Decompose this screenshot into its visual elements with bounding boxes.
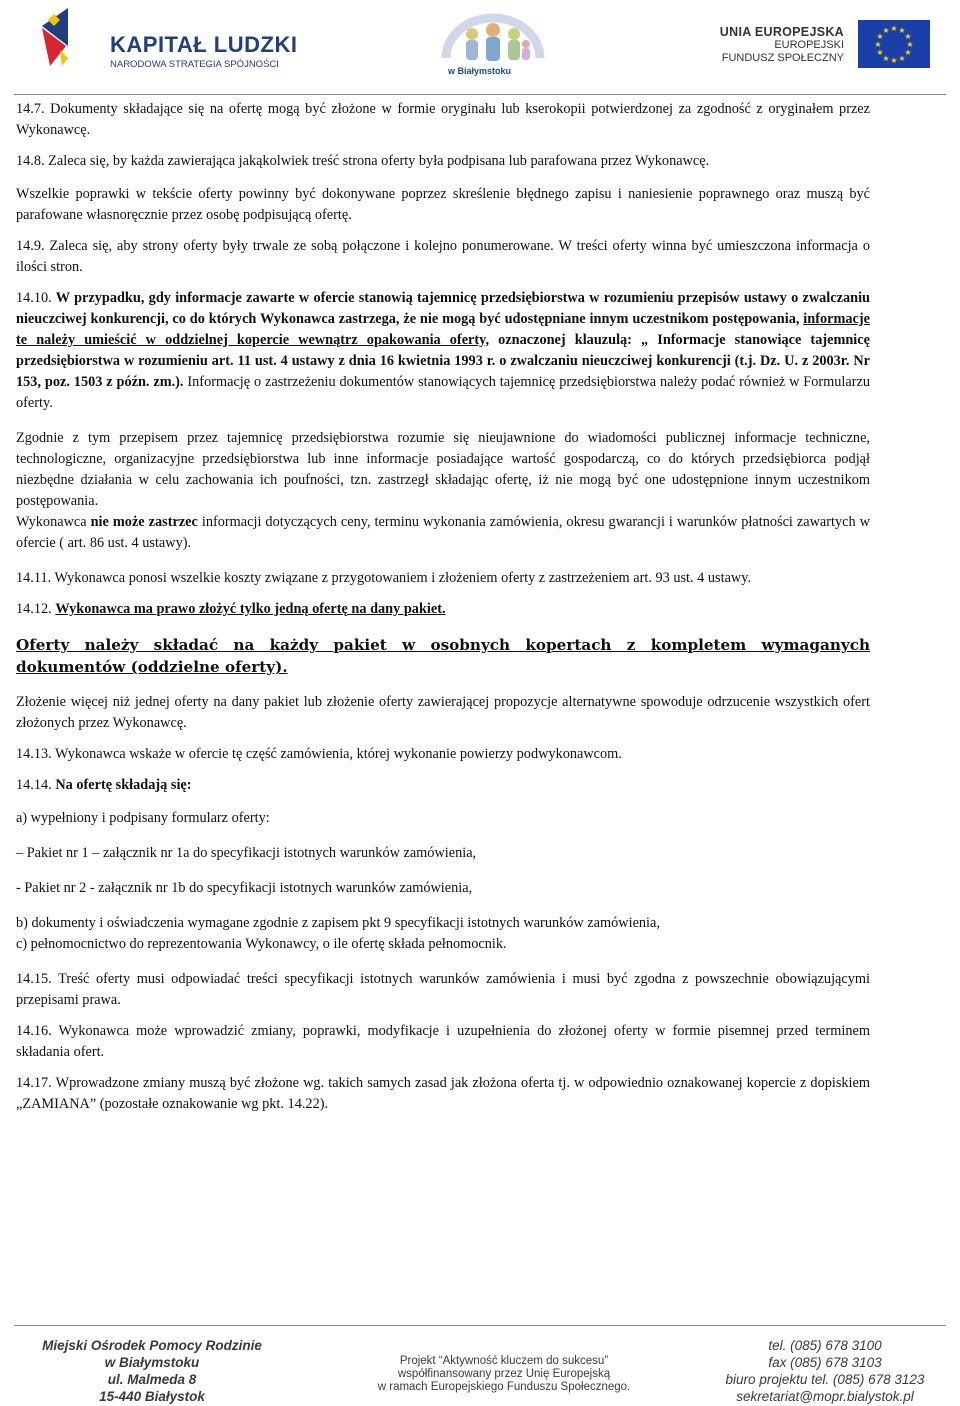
footer-address-line: ul. Malmeda 8	[107, 1372, 197, 1387]
paragraph-14-8: 14.8. Zaleca się, by każda zawierająca jakąkolwiek treść strona oferty była podpisana lub parafowana przez Wykonawcę.	[16, 153, 710, 169]
paragraph-14-10-bold-2: oznaczonej klauzulą: „ Informacje stanowiące tajemnicę przedsiębiorstwa w rozumieniu art. 11 ust. 4 ustawy z dnia 16 kwietnia 1993 r. o zwalczaniu nieuczciwej konkurencji (t.j. Dz. U. z 2003r. Nr 153, poz. 1503 z późn. zm.).	[16, 332, 870, 390]
paragraph-14-10-underlined: informacje te należy umieścić w oddzielnej kopercie wewnątrz opakowania oferty,	[16, 311, 870, 348]
paragraph-14-12	[16, 599, 870, 620]
paragraph-14-16: 14.16. Wykonawca może wprowadzić zmiany, poprawki, modyfikacje i uzupełnienia do złożonej oferty w formie pisemnej przed terminem składania ofert.	[16, 1023, 870, 1060]
paragraph-14-14	[16, 775, 870, 796]
kapital-ludzki-title: KAPITAŁ LUDZKI	[110, 32, 298, 57]
page-header	[0, 0, 960, 95]
eu-social-fund-label: FUNDUSZ SPOŁECZNY	[721, 52, 844, 64]
footer-contact	[705, 1337, 945, 1405]
footer-address-line: Miejski Ośrodek Pomocy Rodzinie	[42, 1338, 262, 1353]
paragraph-14-12-number: 14.12.	[16, 601, 56, 617]
svg-text:★: ★	[898, 26, 906, 35]
svg-text:★: ★	[876, 32, 884, 41]
kapital-ludzki-logo	[38, 6, 308, 78]
paragraph-14-14-bold: Na ofertę składają się:	[55, 777, 192, 793]
eu-text	[720, 26, 844, 65]
list-item-b: b) dokumenty i oświadczenia wymagane zgodnie z zapisem pkt 9 specyfikacji istotnych warunków zamówienia,	[16, 915, 660, 931]
list-item-c: c) pełnomocnictwo do reprezentowania Wykonawcy, o ile ofertę składa pełnomocnik.	[16, 936, 507, 952]
footer-email: sekretariat@mopr.bialystok.pl	[736, 1389, 914, 1404]
footer-address-line: 15-440 Białystok	[99, 1389, 205, 1404]
paragraph-14-7: 14.7. Dokumenty składające się na ofertę mogą być złożone w formie oryginału lub kserokopii potwierdzonej za zgodność z oryginałem przez Wykonawcę.	[16, 101, 870, 138]
list-item-pakiet-1: – Pakiet nr 1 – załącznik nr 1a do specyfikacji istotnych warunków zamówienia,	[16, 845, 477, 861]
eu-logo	[719, 14, 930, 76]
paragraph-14-12-underlined: Wykonawca ma prawo złożyć tylko jedną ofertę na dany pakiet.	[55, 601, 446, 617]
footer-address	[37, 1337, 267, 1405]
paragraph-14-10	[16, 288, 870, 414]
svg-text:★: ★	[890, 24, 898, 33]
footer-project-line: współfinansowany przez Unię Europejską	[397, 1368, 611, 1380]
mopr-logo	[438, 12, 548, 80]
footer-fax: fax (085) 678 3103	[768, 1355, 882, 1370]
eu-union-label: UNIA EUROPEJSKA	[719, 25, 844, 39]
eu-european-label: EUROPEJSKI	[774, 39, 844, 51]
paragraph-cannot-restrict-a: Wykonawca	[16, 514, 91, 530]
svg-text:★: ★	[898, 54, 906, 63]
paragraph-cannot-restrict-bold: nie może zastrzec	[90, 514, 198, 530]
paragraph-14-15: 14.15. Treść oferty musi odpowiadać treści specyfikacji istotnych warunków zamówienia i musi być zgodna z powszechnie obowiązującymi przepisami prawa.	[16, 971, 870, 1008]
footer-address-line: w Białymstoku	[104, 1355, 200, 1370]
mopr-city-text: w Białymstoku	[448, 66, 512, 76]
svg-text:★: ★	[882, 26, 890, 35]
footer-project-line: w ramach Europejskiego Funduszu Społecznego.	[377, 1381, 631, 1393]
footer-phone: tel. (085) 678 3100	[768, 1338, 882, 1353]
paragraph-14-9: 14.9. Zaleca się, aby strony oferty były trwale ze sobą połączone i kolejno ponumerowane. W treści oferty winna być umieszczona informacja o ilości stron.	[16, 238, 870, 275]
paragraph-14-13: 14.13. Wykonawca wskaże w ofercie tę część zamówienia, której wykonanie powierzy podwykonawcom.	[16, 746, 622, 762]
paragraph-multiple-offers: Złożenie więcej niż jednej oferty na dany pakiet lub złożenie oferty zawierającej propozycje alternatywne spowoduje odrzucenie wszystkich ofert złożonych przez Wykonawcę.	[16, 694, 870, 731]
svg-text:★: ★	[876, 48, 884, 57]
svg-text:★: ★	[874, 40, 882, 49]
paragraph-cannot-restrict-c: informacji dotyczących ceny, terminu wykonania zamówienia, okresu gwarancji i warunków płatności zawartych w ofercie ( art. 86 ust. 4 ustawy).	[16, 514, 870, 551]
eu-flag-icon	[858, 20, 930, 68]
svg-text:★: ★	[904, 48, 912, 57]
header-divider	[14, 94, 946, 95]
kapital-ludzki-emblem-icon	[38, 6, 72, 72]
kapital-ludzki-subtitle: NARODOWA STRATEGIA SPÓJNOŚCI	[110, 59, 279, 70]
footer-project-info	[368, 1355, 640, 1394]
paragraph-trade-secret-definition: Zgodnie z tym przepisem przez tajemnicę przedsiębiorstwa rozumie się nieujawnione do wiadomości publicznej informacje techniczne, technologiczne, organizacyjne przedsiębiorstwa lub inne informacje posiadające wartość gospodarczą, co do których przedsiębiorca podjął niezbędne działania w celu zachowania ich poufności, tzn. zastrzegł składając ofertę, iż nie mogą być one udostępnione innym uczestnikom postępowania.	[16, 430, 870, 509]
paragraph-14-10-tail: Informację o zastrzeżeniu dokumentów stanowiących tajemnicę przedsiębiorstwa należy podać również w Formularzu oferty.	[16, 374, 870, 411]
list-item-pakiet-2: - Pakiet nr 2 - załącznik nr 1b do specyfikacji istotnych warunków zamówienia,	[16, 880, 473, 896]
paragraph-cannot-restrict	[16, 512, 870, 554]
svg-text:★: ★	[882, 54, 890, 63]
separate-offers-heading: Oferty należy składać na każdy pakiet w osobnych kopertach z kompletem wymaganych dokumentów (oddzielne oferty).	[16, 636, 870, 676]
family-figures-icon	[438, 12, 548, 66]
list-item-a: a) wypełniony i podpisany formularz oferty:	[16, 810, 270, 826]
footer-project-phone: biuro projektu tel. (085) 678 3123	[725, 1372, 925, 1387]
footer-divider	[14, 1325, 946, 1326]
svg-text:★: ★	[890, 56, 898, 65]
footer-project-line: Projekt “Aktywność kluczem do sukcesu”	[399, 1355, 609, 1367]
paragraph-14-10-bold-1: W przypadku, gdy informacje zawarte w ofercie stanowią tajemnicę przedsiębiorstwa w rozumieniu przepisów ustawy o zwalczaniu nieuczciwej konkurencji, co do których Wykonawca zastrzega, że nie mogą być udostępniane innym uczestnikom postępowania,	[16, 290, 870, 327]
svg-text:★: ★	[904, 32, 912, 41]
svg-text:★: ★	[906, 40, 914, 49]
paragraph-14-17: 14.17. Wprowadzone zmiany muszą być złożone wg. takich samych zasad jak złożona oferta tj. w odpowiednio oznakowanej kopercie z dopiskiem „ZAMIANA” (pozostałe oznakowanie wg pkt. 14.22).	[16, 1075, 870, 1112]
page-footer	[0, 1325, 960, 1406]
paragraph-14-14-number: 14.14.	[16, 777, 56, 793]
paragraph-14-10-number: 14.10.	[16, 290, 52, 306]
paragraph-14-11: 14.11. Wykonawca ponosi wszelkie koszty związane z przygotowaniem i złożeniem oferty z zastrzeżeniem art. 93 ust. 4 ustawy.	[16, 570, 752, 586]
paragraph-corrections: Wszelkie poprawki w tekście oferty powinny być dokonywane poprzez skreślenie błędnego zapisu i naniesienie poprawnego oraz muszą być parafowane własnoręcznie przez osobę podpisującą ofertę.	[16, 186, 870, 223]
document-body	[16, 99, 870, 1115]
